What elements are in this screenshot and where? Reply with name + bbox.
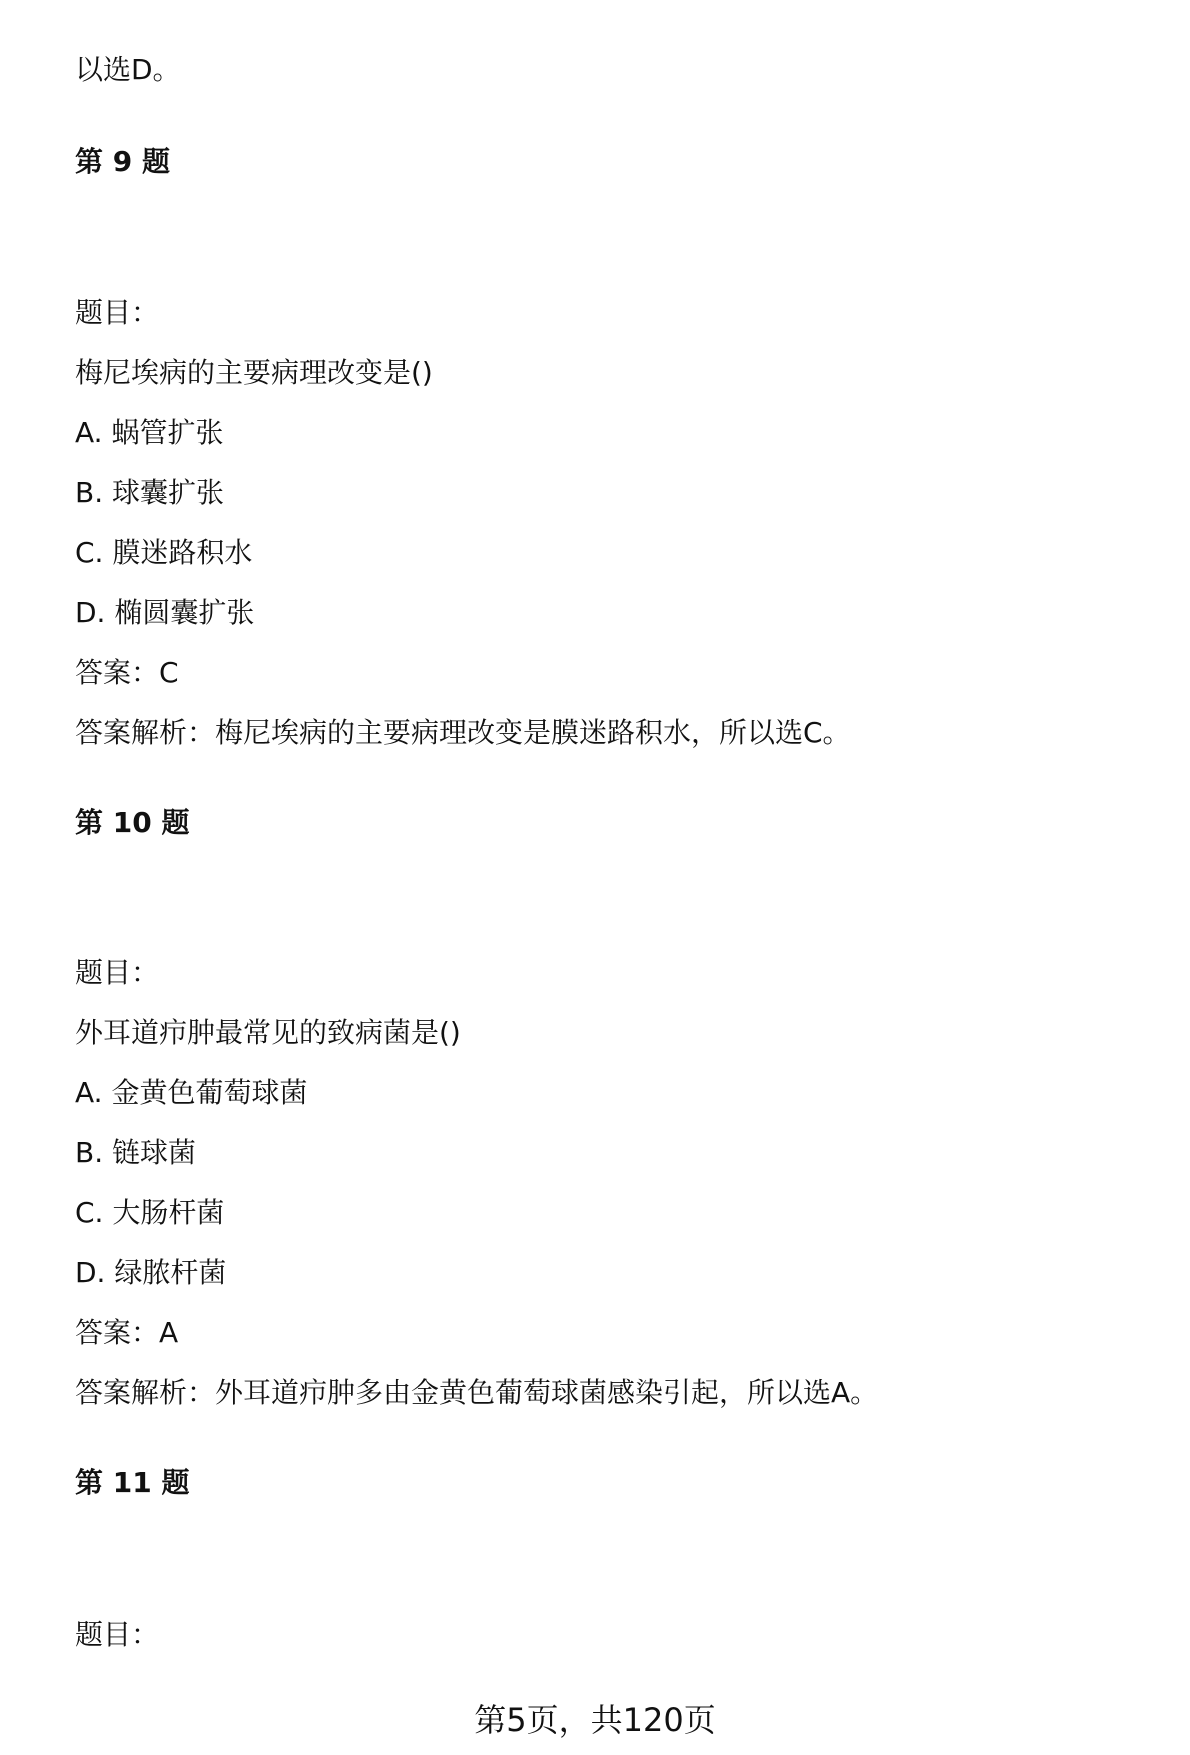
answer-analysis: 答案解析：梅尼埃病的主要病理改变是膜迷路积水，所以选C。 bbox=[75, 716, 851, 749]
answer: 答案：A bbox=[75, 1316, 179, 1349]
page-indicator: 第5页，共120页 bbox=[474, 1701, 716, 1739]
question-heading: 第 9 题 bbox=[75, 145, 170, 178]
question-stem: 梅尼埃病的主要病理改变是() bbox=[75, 356, 433, 389]
option-a: A. 蜗管扩张 bbox=[75, 416, 224, 449]
prompt-label: 题目： bbox=[75, 1618, 160, 1651]
answer: 答案：C bbox=[75, 656, 179, 689]
continued-text: 以选D。 bbox=[75, 53, 181, 86]
option-d: D. 椭圆囊扩张 bbox=[75, 596, 255, 629]
option-c: C. 大肠杆菌 bbox=[75, 1196, 225, 1229]
question-stem: 外耳道疖肿最常见的致病菌是() bbox=[75, 1016, 461, 1049]
prompt-label: 题目： bbox=[75, 956, 160, 989]
option-b: B. 球囊扩张 bbox=[75, 476, 225, 509]
prompt-label: 题目： bbox=[75, 296, 160, 329]
option-b: B. 链球菌 bbox=[75, 1136, 197, 1169]
option-d: D. 绿脓杆菌 bbox=[75, 1256, 227, 1289]
option-a: A. 金黄色葡萄球菌 bbox=[75, 1076, 308, 1109]
answer-analysis: 答案解析：外耳道疖肿多由金黄色葡萄球菌感染引起，所以选A。 bbox=[75, 1376, 879, 1409]
question-heading: 第 11 题 bbox=[75, 1466, 190, 1499]
option-c: C. 膜迷路积水 bbox=[75, 536, 253, 569]
question-heading: 第 10 题 bbox=[75, 806, 190, 839]
